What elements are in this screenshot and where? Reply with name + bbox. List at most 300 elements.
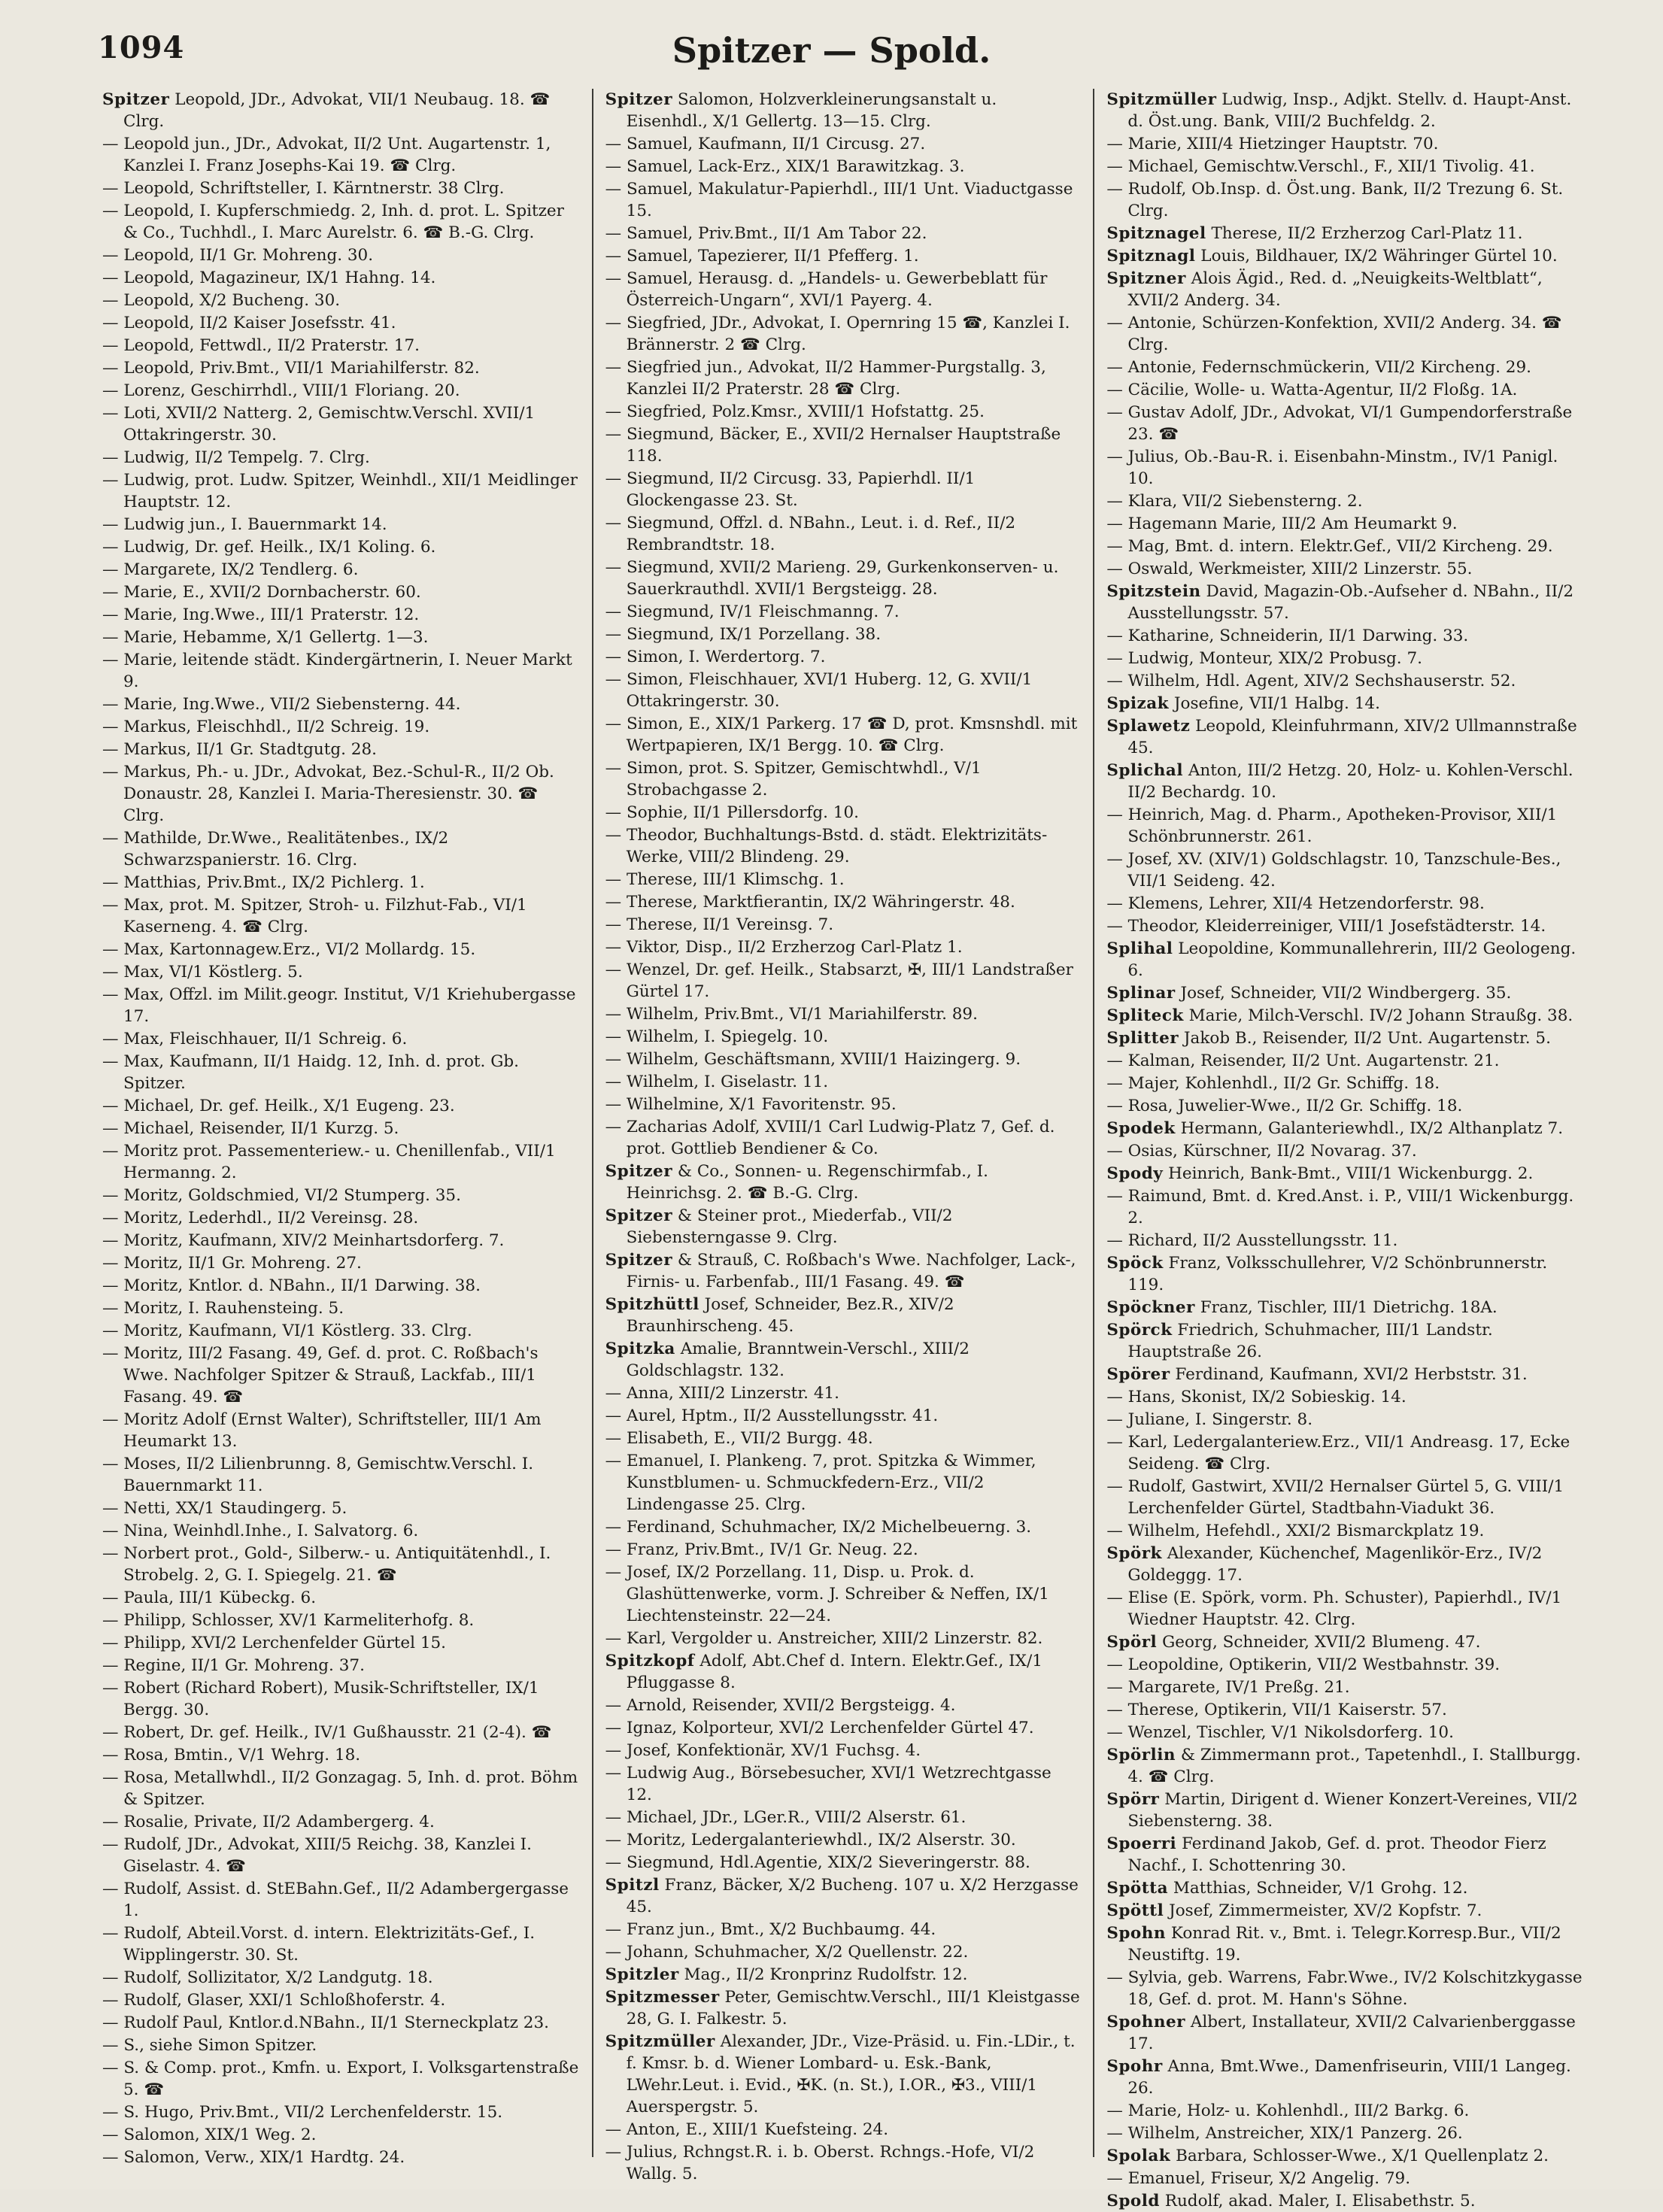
directory-entry: [605, 1717, 1082, 1739]
directory-entry: [102, 1922, 580, 1966]
entry-text: — Rudolf, Assist. d. StEBahn.Gef., II/2 Adambergergasse 1.: [102, 1880, 569, 1920]
entry-text: & Co., Sonnen- u. Regenschirmfab., I. Heinrichsg. 2. ☎ B.-G. Clrg.: [626, 1162, 988, 1203]
entry-surname: Spold: [1106, 2192, 1160, 2210]
directory-entry: [1106, 1722, 1583, 1743]
entry-surname: Spitzstein: [1106, 582, 1201, 601]
entry-surname: Spörer: [1106, 1365, 1170, 1384]
directory-entry: [605, 2141, 1082, 2185]
column-1: [90, 89, 592, 2167]
entry-text: — Rudolf, Gastwirt, XVII/2 Hernalser Gürtel 5, G. VIII/1 Lerchenfelder Gürtel, Stadtbahn-Viadukt 36.: [1106, 1477, 1564, 1518]
entry-text: — Ludwig, prot. Ludw. Spitzer, Weinhdl., XII/1 Meidlinger Hauptstr. 12.: [102, 471, 578, 511]
entry-text: Rudolf, akad. Maler, I. Elisabethstr. 5.: [1164, 2192, 1476, 2210]
entry-text: — Leopold, X/2 Bucheng. 30.: [102, 291, 341, 310]
entry-text: — Rosa, Metallwhdl., II/2 Gonzagag. 5, Inh. d. prot. Böhm & Spitzer.: [102, 1768, 578, 1809]
directory-entry: [1106, 982, 1583, 1004]
entry-text: Alexander, JDr., Vize-Präsid. u. Fin.-LDir., t. f. Kmsr. b. d. Wiener Lombard- u. Esk.-Bank, LWehr.Leut. i. Evid., ✠K. (n. St.), I.OR., ✠3., VIII/1 Auerspergstr. 5.: [626, 2032, 1076, 2116]
directory-entry: [605, 891, 1082, 913]
directory-entry: [1106, 1073, 1583, 1094]
entry-text: Alexander, Küchenchef, Magenlikör-Erz., IV/2 Goldeggg. 17.: [1127, 1544, 1543, 1585]
entry-text: Adolf, Abt.Chef d. Intern. Elektr.Gef., IX/1 Pfluggasse 8.: [626, 1652, 1042, 1692]
directory-entry: [605, 1249, 1082, 1293]
entry-text: — Klemens, Lehrer, XII/4 Hetzendorferstr. 98.: [1106, 894, 1485, 913]
entry-text: — Michael, Reisender, II/1 Kurzg. 5.: [102, 1119, 399, 1138]
entry-text: Anton, III/2 Hetzg. 20, Holz- u. Kohlen-Verschl. II/2 Bechardg. 10.: [1127, 761, 1573, 802]
entry-text: — Karl, Ledergalanteriew.Erz., VII/1 Andreasg. 17, Ecke Seideng. ☎ Clrg.: [1106, 1433, 1570, 1473]
entry-text: — Philipp, Schlosser, XV/1 Karmeliterhofg. 8.: [102, 1611, 475, 1630]
directory-entry: [1106, 1185, 1583, 1229]
directory-entry: [102, 290, 580, 311]
entry-text: Josef, Schneider, VII/2 Windbergerg. 35.: [1180, 984, 1512, 1003]
entry-text: — Therese, III/1 Klimschg. 1.: [605, 870, 845, 889]
directory-entry: [102, 2124, 580, 2146]
entry-text: — Moritz, Goldschmied, VI/2 Stumperg. 35.: [102, 1186, 461, 1205]
entry-text: — Max, Offzl. im Milit.geogr. Institut, V/1 Kriehubergasse 17.: [102, 985, 576, 1026]
entry-text: — Julius, Ob.-Bau-R. i. Eisenbahn-Minstm., IV/1 Panigl. 10.: [1106, 448, 1558, 488]
directory-entry: [1106, 1140, 1583, 1162]
entry-text: Georg, Schneider, XVII/2 Blumeng. 47.: [1162, 1633, 1481, 1652]
entry-surname: Spöttl: [1106, 1901, 1164, 1920]
entry-surname: Spodek: [1106, 1119, 1176, 1138]
directory-entry: [1106, 1877, 1583, 1899]
directory-entry: [605, 1382, 1082, 1404]
directory-entry: [102, 2034, 580, 2056]
directory-entry: [605, 1829, 1082, 1851]
entry-text: — Aurel, Hptm., II/2 Ausstellungsstr. 41.: [605, 1406, 939, 1425]
entry-text: Louis, Bildhauer, IX/2 Währinger Gürtel 10.: [1200, 247, 1558, 266]
directory-entry: [605, 1450, 1082, 1516]
directory-entry: [1106, 1027, 1583, 1049]
entry-text: — Marie, Ing.Wwe., III/1 Praterstr. 12.: [102, 605, 420, 624]
entry-text: — Rudolf, Ob.Insp. d. Öst.ung. Bank, II/2 Trezung 6. St. Clrg.: [1106, 180, 1564, 220]
directory-entry: [1106, 1967, 1583, 2010]
directory-entry: [605, 1941, 1082, 1963]
entry-text: — Siegmund, IV/1 Fleischmanng. 7.: [605, 602, 900, 621]
entry-text: Hermann, Galanteriewhdl., IX/2 Althanplatz 7.: [1180, 1119, 1564, 1138]
directory-entry: [102, 1767, 580, 1810]
entry-text: — Therese, II/1 Vereinsg. 7.: [605, 915, 834, 934]
directory-entry: [1106, 1922, 1583, 1966]
directory-entry: [102, 244, 580, 266]
directory-entry: [605, 512, 1082, 556]
entry-text: — Robert (Richard Robert), Musik-Schriftsteller, IX/1 Bergg. 30.: [102, 1679, 539, 1719]
entry-text: Peter, Gemischtw.Verschl., III/1 Kleistgasse 28, G. I. Falkestr. 5.: [626, 1988, 1080, 2028]
entry-surname: Spöckner: [1106, 1298, 1195, 1317]
directory-entry: [102, 536, 580, 558]
directory-entry: [1106, 893, 1583, 915]
entry-surname: Spörck: [1106, 1321, 1173, 1340]
directory-entry: [605, 557, 1082, 600]
entry-text: — Ludwig jun., I. Bauernmarkt 14.: [102, 515, 387, 534]
directory-entry: [605, 802, 1082, 824]
directory-entry: [1106, 1476, 1583, 1519]
entry-surname: Spörlin: [1106, 1746, 1176, 1764]
directory-entry: [102, 1297, 580, 1319]
entry-text: — Simon, I. Werdertorg. 7.: [605, 648, 826, 666]
directory-entry: [605, 1428, 1082, 1449]
entry-text: Alois Ägid., Red. d. „Neuigkeits-Weltblatt“, XVII/2 Anderg. 34.: [1127, 269, 1543, 310]
entry-text: — Siegfried, Polz.Kmsr., XVIII/1 Hofstattg. 25.: [605, 402, 985, 421]
directory-entry: [1106, 2168, 1583, 2189]
directory-entry: [102, 312, 580, 334]
entry-surname: Spötta: [1106, 1879, 1169, 1898]
directory-entry: [102, 559, 580, 581]
directory-entry: [1106, 648, 1583, 669]
directory-entry: [102, 1967, 580, 1989]
entry-surname: Spitznagl: [1106, 247, 1196, 266]
directory-entry: [605, 2031, 1082, 2118]
entry-text: — Marie, E., XVII/2 Dornbacherstr. 60.: [102, 583, 421, 602]
directory-entry: [102, 649, 580, 693]
entry-surname: Spörk: [1106, 1544, 1162, 1563]
directory-entry: [102, 827, 580, 871]
running-head: Spitzer — Spold.: [672, 30, 991, 71]
directory-entry: [102, 716, 580, 738]
directory-entry: [102, 1989, 580, 2011]
directory-entry: [102, 89, 580, 132]
directory-entry: [1106, 402, 1583, 445]
directory-entry: [1106, 357, 1583, 378]
entry-text: — Wilhelm, Anstreicher, XIX/1 Panzerg. 26.: [1106, 2124, 1463, 2143]
entry-text: — Wenzel, Tischler, V/1 Nikolsdorferg. 10.: [1106, 1723, 1454, 1742]
directory-entry: [1106, 89, 1583, 132]
directory-entry: [605, 1539, 1082, 1561]
directory-entry: [605, 1071, 1082, 1093]
directory-entry: [102, 1811, 580, 1833]
entry-surname: Splitter: [1106, 1029, 1179, 1048]
entry-surname: Spoerri: [1106, 1834, 1177, 1853]
entry-text: — Michael, Dr. gef. Heilk., X/1 Eugeng. 23.: [102, 1097, 455, 1115]
directory-entry: [605, 713, 1082, 757]
directory-entry: [102, 133, 580, 177]
entry-surname: Spitzhüttl: [605, 1295, 699, 1314]
entry-text: — Leopold, Magazineur, IX/1 Hahng. 14.: [102, 269, 436, 287]
entry-text: — Marie, XIII/4 Hietzinger Hauptstr. 70.: [1106, 135, 1439, 153]
column-2: [592, 89, 1094, 2183]
directory-entry: [1106, 156, 1583, 178]
entry-text: — Salomon, Verw., XIX/1 Hardtg. 24.: [102, 2148, 405, 2167]
entry-text: — Julius, Rchngst.R. i. b. Oberst. Rchngs.-Hofe, VI/2 Wallg. 5.: [605, 2143, 1035, 2183]
entry-surname: Splihal: [1106, 939, 1173, 958]
entry-text: — Simon, prot. S. Spitzer, Gemischtwhdl., V/1 Strobachgasse 2.: [605, 759, 982, 800]
entry-text: — Emanuel, I. Plankeng. 7, prot. Spitzka & Wimmer, Kunstblumen- u. Schmuckfedern-Erz., VII/2 Lindengasse 25. Clrg.: [605, 1452, 1036, 1514]
entry-surname: Spitzer: [605, 90, 673, 109]
entry-text: — Anton, E., XIII/1 Kuefsteing. 24.: [605, 2120, 889, 2139]
entry-text: — Johann, Schuhmacher, X/2 Quellenstr. 22.: [605, 1943, 969, 1962]
directory-entry: [102, 1722, 580, 1743]
column-3: [1093, 89, 1595, 2210]
directory-entry: [102, 894, 580, 938]
directory-entry: [1106, 379, 1583, 401]
entry-surname: Spizak: [1106, 694, 1170, 713]
entry-text: — Katharine, Schneiderin, II/1 Darwing. 33.: [1106, 627, 1469, 645]
directory-entry: [102, 447, 580, 469]
directory-entry: [1106, 245, 1583, 267]
directory-entry: [1106, 1386, 1583, 1408]
directory-entry: [1106, 670, 1583, 692]
directory-entry: [1106, 581, 1583, 624]
entry-text: — Majer, Kohlenhdl., II/2 Gr. Schiffg. 18.: [1106, 1074, 1440, 1093]
directory-entry: [605, 1516, 1082, 1538]
directory-entry: [605, 914, 1082, 936]
page-header: [0, 0, 1663, 86]
entry-surname: Splinar: [1106, 984, 1176, 1003]
entry-surname: Spitzmüller: [1106, 90, 1217, 109]
entry-text: — Markus, Fleischhdl., II/2 Schreig. 19.: [102, 718, 430, 736]
entry-text: Jakob B., Reisender, II/2 Unt. Augartenstr. 5.: [1183, 1029, 1551, 1048]
entry-text: Albert, Installateur, XVII/2 Calvarienberggasse 17.: [1127, 2013, 1576, 2053]
entry-text: — Oswald, Werkmeister, XIII/2 Linzerstr. 55.: [1106, 560, 1473, 578]
directory-entry: [1106, 1900, 1583, 1922]
entry-text: — Karl, Vergolder u. Anstreicher, XIII/2 Linzerstr. 82.: [605, 1629, 1043, 1648]
directory-entry: [605, 1650, 1082, 1694]
directory-entry: [1106, 1699, 1583, 1721]
directory-entry: [102, 1252, 580, 1274]
directory-entry: [605, 1405, 1082, 1427]
directory-entry: [102, 1051, 580, 1094]
entry-text: — Richard, II/2 Ausstellungsstr. 11.: [1106, 1231, 1398, 1250]
directory-entry: [1106, 2056, 1583, 2099]
entry-text: — Markus, II/1 Gr. Stadtgutg. 28.: [102, 740, 377, 759]
directory-entry: [605, 646, 1082, 668]
entry-text: — Norbert prot., Gold-, Silberw.- u. Antiquitätenhdl., I. Strobelg. 2, G. I. Spiegelg. 21. ☎: [102, 1544, 551, 1585]
directory-entry: [605, 312, 1082, 356]
entry-text: — Simon, E., XIX/1 Parkerg. 17 ☎ D, prot. Kmsnshdl. mit Wertpapieren, IX/1 Bergg. 10. ☎ Clrg.: [605, 715, 1078, 755]
entry-text: — Rudolf, Glaser, XXI/1 Schloßhoferstr. 4.: [102, 1991, 446, 2010]
directory-entry: [102, 357, 580, 379]
directory-entry: [102, 2012, 580, 2034]
entry-text: — Anna, XIII/2 Linzerstr. 41.: [605, 1384, 840, 1403]
entry-text: — Regine, II/1 Gr. Mohreng. 37.: [102, 1656, 365, 1675]
entry-text: — Josef, XV. (XIV/1) Goldschlagstr. 10, Tanzschule-Bes., VII/1 Seideng. 42.: [1106, 850, 1561, 891]
directory-entry: [1106, 1252, 1583, 1296]
entry-text: — Siegmund, XVII/2 Marieng. 29, Gurkenkonserven- u. Sauerkrauthdl. XVII/1 Bergsteigg. 28.: [605, 558, 1059, 599]
entry-text: — Samuel, Tapezierer, II/1 Pfefferg. 1.: [605, 247, 919, 266]
entry-surname: Spitznagel: [1106, 224, 1206, 243]
directory-entry: [102, 627, 580, 648]
entry-text: — Paula, III/1 Kübeckg. 6.: [102, 1588, 317, 1607]
directory-entry: [102, 380, 580, 402]
entry-text: — Loti, XVII/2 Natterg. 2, Gemischtw.Verschl. XVII/1 Ottakringerstr. 30.: [102, 404, 536, 445]
entry-text: — Simon, Fleischhauer, XVI/1 Huberg. 12, G. XVII/1 Ottakringerstr. 30.: [605, 670, 1033, 711]
entry-text: — Theodor, Kleiderreiniger, VIII/1 Josefstädterstr. 14.: [1106, 917, 1546, 936]
entry-text: — Wilhelmine, X/1 Favoritenstr. 95.: [605, 1095, 897, 1114]
directory-entry: [1106, 2145, 1583, 2167]
directory-entry: [1106, 1118, 1583, 1139]
entry-text: Amalie, Branntwein-Verschl., XIII/2 Goldschlagstr. 132.: [626, 1340, 970, 1380]
entry-text: — Samuel, Makulatur-Papierhdl., III/1 Unt. Viaductgasse 15.: [605, 180, 1073, 220]
directory-entry: [605, 156, 1082, 178]
entry-text: — Wilhelm, Geschäftsmann, XVIII/1 Haizingerg. 9.: [605, 1050, 1021, 1069]
directory-entry: [1106, 1005, 1583, 1027]
directory-entry: [605, 1561, 1082, 1627]
entry-text: Josef, Zimmermeister, XV/2 Kopfstr. 7.: [1169, 1901, 1482, 1920]
directory-entry: [102, 1275, 580, 1297]
entry-text: Mag., II/2 Kronprinz Rudolfstr. 12.: [684, 1965, 968, 1984]
entry-text: — Kalman, Reisender, II/2 Unt. Augartenstr. 21.: [1106, 1051, 1500, 1070]
entry-text: — Matthias, Priv.Bmt., IX/2 Pichlerg. 1.: [102, 873, 425, 892]
entry-text: — Wilhelm, I. Giselastr. 11.: [605, 1073, 829, 1091]
entry-surname: Spitzer: [605, 1251, 673, 1270]
entry-text: — Josef, IX/2 Porzellang. 11, Disp. u. Prok. d. Glashüttenwerke, vorm. J. Schreiber & Neffen, IX/1 Liechtensteinstr. 22—24.: [605, 1563, 1049, 1625]
entry-text: & Steiner prot., Miederfab., VII/2 Siebensterngasse 9. Clrg.: [626, 1206, 953, 1247]
entry-text: — Max, Kartonnagew.Erz., VI/2 Mollardg. 15.: [102, 940, 476, 959]
directory-entry: [1106, 1744, 1583, 1788]
entry-text: — Siegmund, Hdl.Agentie, XIX/2 Sieveringerstr. 88.: [605, 1853, 1030, 1872]
directory-entry: [1106, 178, 1583, 222]
directory-entry: [605, 936, 1082, 958]
directory-entry: [605, 959, 1082, 1003]
entry-text: — Therese, Marktfierantin, IX/2 Währingerstr. 48.: [605, 893, 1015, 912]
entry-text: — Moritz, II/1 Gr. Mohreng. 27.: [102, 1254, 362, 1273]
directory-entry: [605, 1003, 1082, 1025]
directory-entry: [1106, 1676, 1583, 1698]
entry-text: — Samuel, Priv.Bmt., II/1 Am Tabor 22.: [605, 224, 927, 243]
entry-text: — Raimund, Bmt. d. Kred.Anst. i. P., VIII/1 Wickenburgg. 2.: [1106, 1187, 1574, 1227]
directory-entry: [605, 601, 1082, 623]
directory-entry: [605, 1919, 1082, 1940]
directory-entry: [1106, 1364, 1583, 1385]
entry-text: Marie, Milch-Verschl. IV/2 Johann Straußg. 38.: [1188, 1006, 1573, 1025]
directory-entry: [102, 335, 580, 357]
directory-entry: [1106, 1543, 1583, 1586]
directory-entry: [605, 757, 1082, 801]
entry-text: — Wenzel, Dr. gef. Heilk., Stabsarzt, ✠, III/1 Landstraßer Gürtel 17.: [605, 960, 1073, 1001]
directory-entry: [1106, 804, 1583, 848]
entry-text: — Klara, VII/2 Siebensterng. 2.: [1106, 492, 1363, 511]
entry-text: — Wilhelm, Hefehdl., XXI/2 Bismarckplatz 19.: [1106, 1522, 1485, 1540]
entry-text: — Mathilde, Dr.Wwe., Realitätenbes., IX/2 Schwarzspanierstr. 16. Clrg.: [102, 829, 449, 869]
entry-text: — Moritz, Ledergalanteriewhdl., IX/2 Alserstr. 30.: [605, 1831, 1016, 1849]
entry-text: — Hagemann Marie, III/2 Am Heumarkt 9.: [1106, 514, 1458, 533]
entry-text: — Sophie, II/1 Pillersdorfg. 10.: [605, 803, 859, 822]
entry-text: Matthias, Schneider, V/1 Grohg. 12.: [1173, 1879, 1468, 1898]
directory-entry: [102, 761, 580, 827]
entry-text: — Margarete, IV/1 Preßg. 21.: [1106, 1678, 1350, 1697]
entry-surname: Spody: [1106, 1164, 1164, 1183]
directory-entry: [102, 961, 580, 983]
entry-surname: Spohner: [1106, 2013, 1185, 2031]
entry-text: — Moritz, Kaufmann, XIV/2 Meinhartsdorferg. 7.: [102, 1231, 505, 1250]
directory-entry: [605, 1338, 1082, 1382]
directory-entry: [605, 2119, 1082, 2141]
directory-entry: [605, 401, 1082, 423]
directory-entry: [605, 1094, 1082, 1115]
directory-entry: [1106, 1095, 1583, 1117]
directory-entry: [102, 984, 580, 1027]
entry-text: — Samuel, Lack-Erz., XIX/1 Barawitzkag. 3.: [605, 157, 965, 176]
directory-entry: [102, 581, 580, 603]
directory-entry: [102, 2147, 580, 2168]
entry-text: — Rudolf, Abteil.Vorst. d. intern. Elektrizitäts-Gef., I. Wipplingerstr. 30. St.: [102, 1924, 536, 1965]
entry-text: — Ferdinand, Schuhmacher, IX/2 Michelbeuerng. 3.: [605, 1518, 1032, 1537]
directory-entry: [605, 178, 1082, 222]
entry-text: — Wilhelm, Hdl. Agent, XIV/2 Sechshauserstr. 52.: [1106, 672, 1516, 690]
directory-entry: [1106, 490, 1583, 512]
entry-surname: Spitzer: [102, 90, 170, 109]
entry-text: — Zacharias Adolf, XVIII/1 Carl Ludwig-Platz 7, Gef. d. prot. Gottlieb Bendiener & Co.: [605, 1118, 1055, 1158]
entry-text: — Rosa, Juwelier-Wwe., II/2 Gr. Schiffg. 18.: [1106, 1097, 1463, 1115]
entry-text: — Siegmund, Bäcker, E., XVII/2 Hernalser Hauptstraße 118.: [605, 425, 1061, 466]
entry-text: Salomon, Holzverkleinerungsanstalt u. Eisenhdl., X/1 Gellertg. 13—15. Clrg.: [626, 90, 997, 131]
directory-entry: [102, 739, 580, 760]
directory-entry: [1106, 1163, 1583, 1185]
directory-entry: [102, 1343, 580, 1408]
directory-entry: [102, 200, 580, 244]
entry-text: Leopoldine, Kommunallehrerin, III/2 Geologeng. 6.: [1127, 939, 1577, 980]
directory-entry: [102, 693, 580, 715]
directory-entry: [102, 1520, 580, 1542]
entry-text: — Leopold, I. Kupferschmiedg. 2, Inh. d. prot. L. Spitzer & Co., Tuchhdl., I. Marc Aurelstr. 6. ☎ B.-G. Clrg.: [102, 202, 564, 242]
directory-entry: [1106, 1409, 1583, 1431]
directory-entry: [605, 1116, 1082, 1160]
entry-text: — Leopold, Fettwdl., II/2 Praterstr. 17.: [102, 336, 420, 355]
directory-entry: [605, 423, 1082, 467]
entry-surname: Spitzmüller: [605, 2032, 715, 2051]
directory-entry: [1106, 1230, 1583, 1252]
entry-text: — Hans, Skonist, IX/2 Sobieskig. 14.: [1106, 1388, 1407, 1406]
entry-surname: Spitzkopf: [605, 1652, 695, 1670]
entry-text: — Marie, Holz- u. Kohlenhdl., III/2 Barkg. 6.: [1106, 2101, 1470, 2120]
entry-text: — Sylvia, geb. Warrens, Fabr.Wwe., IV/2 Kolschitzkygasse 18, Gef. d. prot. M. Hann's Söhne.: [1106, 1968, 1583, 2009]
directory-entry: [605, 468, 1082, 511]
entry-text: Josefine, VII/1 Halbg. 14.: [1173, 694, 1380, 713]
entry-text: — Josef, Konfektionär, XV/1 Fuchsg. 4.: [605, 1741, 921, 1760]
entry-text: — Siegmund, II/2 Circusg. 33, Papierhdl. II/1 Glockengasse 23. St.: [605, 469, 976, 510]
entry-text: — Ignaz, Kolporteur, XVI/2 Lerchenfelder Gürtel 47.: [605, 1719, 1034, 1737]
directory-entry: [1106, 1631, 1583, 1653]
entry-text: — Max, VI/1 Köstlerg. 5.: [102, 963, 303, 982]
directory-entry: [605, 268, 1082, 311]
directory-entry: [102, 178, 580, 199]
entry-text: — Moritz, III/2 Fasang. 49, Gef. d. prot. C. Roßbach's Wwe. Nachfolger Spitzer & Strauß, Lackfab., III/1 Fasang. 49. ☎: [102, 1344, 539, 1406]
directory-entry: [605, 1048, 1082, 1070]
entry-text: — Gustav Adolf, JDr., Advokat, VI/1 Gumpendorferstraße 23. ☎: [1106, 403, 1573, 444]
directory-entry: [1106, 1833, 1583, 1877]
entry-text: Friedrich, Schuhmacher, III/1 Landstr. Hauptstraße 26.: [1127, 1321, 1493, 1361]
directory-entry: [605, 824, 1082, 868]
entry-text: — Rudolf, Sollizitator, X/2 Landgutg. 18.: [102, 1968, 433, 1987]
entry-text: — Ludwig, Dr. gef. Heilk., IX/1 Koling. 6.: [102, 538, 436, 557]
entry-text: Leopold, JDr., Advokat, VII/1 Neubaug. 18. ☎ Clrg.: [123, 90, 551, 131]
entry-text: — Salomon, XIX/1 Weg. 2.: [102, 2126, 317, 2144]
page-number: 1094: [98, 30, 185, 65]
directory-entry: [1106, 1520, 1583, 1542]
entry-text: — Ludwig, Monteur, XIX/2 Probusg. 7.: [1106, 649, 1422, 668]
entry-text: — Michael, Gemischtw.Verschl., F., XII/1 Tivolig. 41.: [1106, 157, 1535, 176]
directory-entry: [605, 1964, 1082, 1986]
directory-entry: [1106, 1587, 1583, 1631]
entry-text: — Therese, Optikerin, VII/1 Kaiserstr. 57.: [1106, 1701, 1447, 1719]
entry-text: — Antonie, Schürzen-Konfektion, XVII/2 Anderg. 34. ☎ Clrg.: [1106, 314, 1562, 354]
entry-text: — Wilhelm, I. Spiegelg. 10.: [605, 1027, 829, 1046]
directory-entry: [605, 133, 1082, 155]
entry-surname: Spörr: [1106, 1790, 1160, 1809]
entry-surname: Spörl: [1106, 1633, 1158, 1652]
entry-text: Anna, Bmt.Wwe., Damenfriseurin, VIII/1 Langeg. 26.: [1127, 2057, 1571, 2098]
directory-entry: [1106, 268, 1583, 311]
entry-text: Ferdinand Jakob, Gef. d. prot. Theodor Fierz Nachf., I. Schottenring 30.: [1127, 1834, 1546, 1875]
directory-entry: [102, 2101, 580, 2123]
entry-surname: Spliteck: [1106, 1006, 1184, 1025]
entry-text: — Max, prot. M. Spitzer, Stroh- u. Filzhut-Fab., VI/1 Kaserneng. 4. ☎ Clrg.: [102, 896, 527, 936]
entry-text: Franz, Volksschullehrer, V/2 Schönbrunnerstr. 119.: [1127, 1254, 1548, 1294]
directory-entry: [1106, 760, 1583, 803]
directory-entry: [1106, 558, 1583, 580]
entry-text: — Netti, XX/1 Staudingerg. 5.: [102, 1499, 347, 1518]
directory-entry: [605, 869, 1082, 891]
directory-entry: [102, 1677, 580, 1721]
entry-text: — Moses, II/2 Lilienbrunng. 8, Gemischtw.Verschl. I. Bauernmarkt 11.: [102, 1455, 534, 1495]
